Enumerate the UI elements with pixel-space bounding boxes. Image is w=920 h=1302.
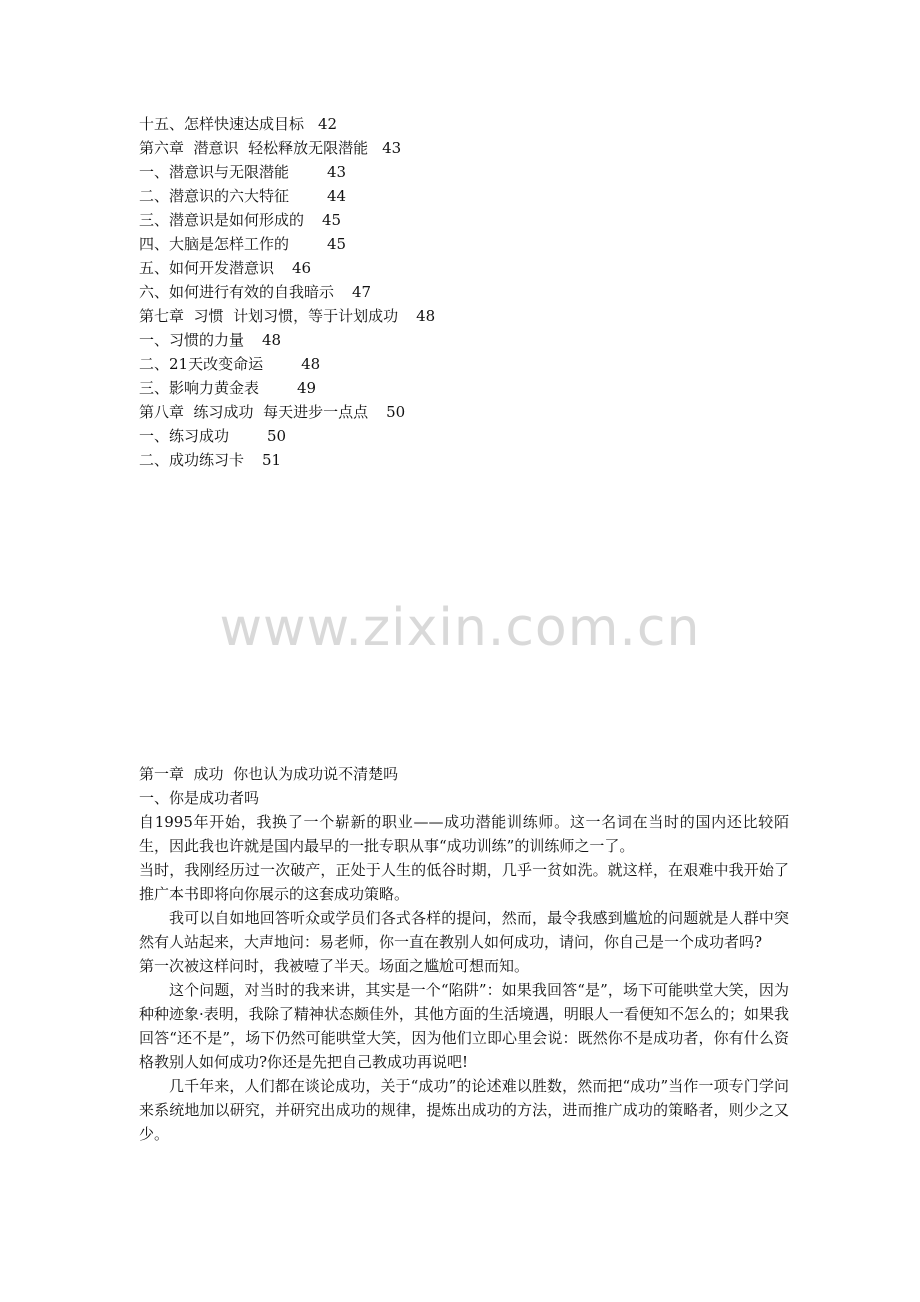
chapter-body — [139, 762, 789, 1146]
toc-entry-page: 48 — [301, 355, 321, 373]
toc-entry-title: 一、练习成功 — [139, 427, 230, 445]
toc-entry-page: 50 — [267, 427, 287, 445]
toc-entry — [139, 184, 779, 208]
toc-entry-title: 三、影响力黄金表 — [139, 379, 260, 397]
toc-entry-title: 六、如何进行有效的自我暗示 — [139, 283, 335, 301]
toc-entry-title: 第六章 潜意识 轻松释放无限潜能 — [139, 139, 369, 157]
toc-entry — [139, 256, 779, 280]
toc-entry — [139, 352, 779, 376]
toc-entry — [139, 232, 779, 256]
paragraph: 当时，我刚经历过一次破产，正处于人生的低谷时期，几乎一贫如洗。就这样，在艰难中我开始了推广本书即将向你展示的这套成功策略。 — [139, 861, 789, 903]
chapter-heading: 第一章 成功 你也认为成功说不清楚吗 — [139, 765, 399, 783]
toc-entry-page: 49 — [297, 379, 317, 397]
paragraph: 自1995年开始，我换了一个崭新的职业——成功潜能训练师。这一名词在当时的国内还比较陌生，因此我也许就是国内最早的一批专职从事“成功训练”的训练师之一了。 — [139, 813, 789, 855]
toc-entry-title: 第七章 习惯 计划习惯，等于计划成功 — [139, 307, 399, 325]
toc-entry — [139, 160, 779, 184]
toc-entry-page: 45 — [327, 235, 347, 253]
section-heading: 一、你是成功者吗 — [139, 789, 260, 807]
toc-entry-title: 三、潜意识是如何形成的 — [139, 211, 305, 229]
toc-entry-title: 十五、怎样快速达成目标 — [139, 115, 305, 133]
paragraph: 第一次被这样问时，我被噎了半天。场面之尴尬可想而知。 — [139, 957, 530, 975]
toc-entry — [139, 280, 779, 304]
toc-entry-title: 五、如何开发潜意识 — [139, 259, 275, 277]
toc-entry — [139, 400, 779, 424]
toc-entry — [139, 112, 779, 136]
paragraph: 几千年来，人们都在谈论成功，关于“成功”的论述难以胜数，然而把“成功”当作一项专门学问来系统地加以研究，并研究出成功的规律，提炼出成功的方法，进而推广成功的策略者，则少之又少。 — [139, 1077, 789, 1143]
paragraph: 我可以自如地回答听众或学员们各式各样的提问，然而，最令我感到尴尬的问题就是人群中突然有人站起来，大声地问：易老师，你一直在教别人如何成功，请问，你自己是一个成功者吗? — [139, 909, 789, 951]
toc-entry-page: 48 — [262, 331, 282, 349]
toc-entry-title: 二、潜意识的六大特征 — [139, 187, 290, 205]
toc-entry-title: 一、习惯的力量 — [139, 331, 245, 349]
toc-entry-page: 47 — [352, 283, 372, 301]
toc-entry-page: 50 — [386, 403, 406, 421]
toc-entry-title: 二、21天改变命运 — [139, 355, 264, 373]
table-of-contents — [139, 112, 779, 472]
toc-entry — [139, 328, 779, 352]
toc-entry — [139, 208, 779, 232]
toc-entry — [139, 376, 779, 400]
toc-entry — [139, 304, 779, 328]
toc-entry-page: 51 — [262, 451, 282, 469]
toc-entry-title: 四、大脑是怎样工作的 — [139, 235, 290, 253]
toc-entry-page: 43 — [382, 139, 402, 157]
toc-entry-page: 42 — [318, 115, 338, 133]
toc-entry-page: 43 — [327, 163, 347, 181]
toc-entry-page: 48 — [416, 307, 436, 325]
toc-entry-page: 44 — [327, 187, 347, 205]
toc-entry-title: 二、成功练习卡 — [139, 451, 245, 469]
toc-entry-page: 45 — [322, 211, 342, 229]
toc-entry — [139, 424, 779, 448]
toc-entry-title: 一、潜意识与无限潜能 — [139, 163, 290, 181]
toc-entry-page: 46 — [292, 259, 312, 277]
paragraph: 这个问题，对当时的我来讲，其实是一个“陷阱”：如果我回答“是”，场下可能哄堂大笑，因为种种迹象·表明，我除了精神状态颇佳外，其他方面的生活境遇，明眼人一看便知不怎么的；如果我回答“还不是”，场下仍然可能哄堂大笑，因为他们立即心里会说：既然你不是成功者，你有什么资格教别人如何成功?你还是先把自己教成功再说吧! — [139, 981, 789, 1071]
toc-entry — [139, 136, 779, 160]
toc-entry — [139, 448, 779, 472]
toc-entry-title: 第八章 练习成功 每天进步一点点 — [139, 403, 369, 421]
watermark: www.zixin.com.cn — [219, 598, 701, 658]
